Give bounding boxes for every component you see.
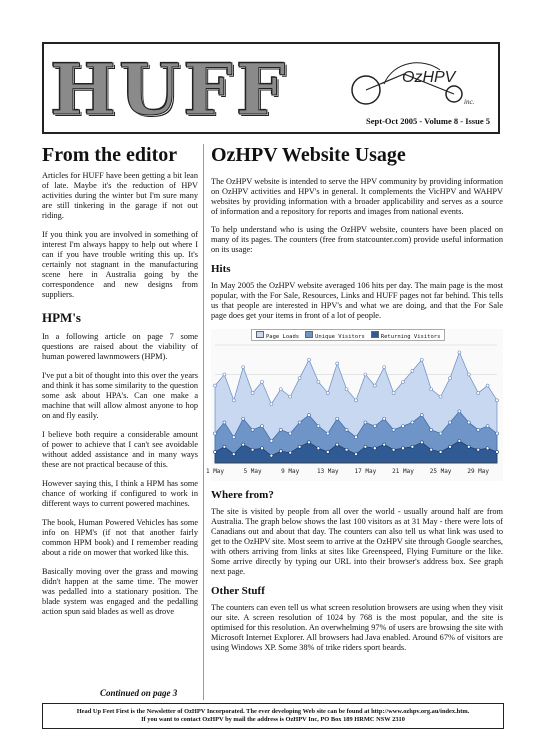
data-point xyxy=(242,417,245,420)
data-point xyxy=(336,417,339,420)
hpms-heading: HPM's xyxy=(42,310,81,325)
data-point xyxy=(458,410,461,413)
chart-plot xyxy=(205,341,503,481)
data-point xyxy=(345,388,348,391)
data-point xyxy=(449,377,452,380)
footer-line: Head Up Feet First is the Newsletter of OzHPV Incorporated. The ever developing Web site can be found at http://www.ozhpv.org.au/index.htm. xyxy=(76,708,470,715)
editor-paragraph: However saying this, I think a HPM has some chance of working if configured to work in different ways to current powered machines. xyxy=(42,479,198,508)
data-point xyxy=(345,448,348,451)
tick-label: 13 May xyxy=(316,468,339,475)
data-point xyxy=(242,443,245,446)
legend-unique-visitors: Unique Visitors xyxy=(305,331,365,340)
editor-paragraph: Articles for HUFF have been getting a bit lean of late. Maybe it's the reduction of HPV activities during the winter but I'm sure many are still tinkering in the garage if not out riding. xyxy=(42,171,198,220)
data-point xyxy=(458,351,461,354)
tick-label: 25 May xyxy=(429,468,452,475)
chart-legend xyxy=(251,329,445,341)
column-divider xyxy=(203,144,204,700)
data-point xyxy=(355,436,358,439)
data-point xyxy=(270,439,273,442)
data-point xyxy=(214,384,217,387)
usage-column xyxy=(205,144,503,661)
tick-label: 5 May xyxy=(243,468,262,475)
data-point xyxy=(439,450,442,453)
data-point xyxy=(326,450,329,453)
editor-paragraph: The book, Human Powered Vehicles has some info on HPM's (if not that another fairly common HPM book) and I remember reading about a ride on mower that worked like this. xyxy=(42,518,198,557)
footer-line: If you want to contact OzHPV by mail the address is OzHPV Inc, PO Box 189 HRMC NSW 2310 xyxy=(141,716,405,723)
tick-label: 29 May xyxy=(467,468,490,475)
data-point xyxy=(477,448,480,451)
usage-paragraph: In May 2005 the OzHPV website averaged 106 hits per day. The main page is the most popular, with the For Sale, Resources, Links and HUFF pages not far behind. This tells us that people are interested in HPV's and what we are doing, and that the For Sale page does get your items in front of a lot of people. xyxy=(211,281,503,320)
data-point xyxy=(279,388,282,391)
data-point xyxy=(298,377,301,380)
data-point xyxy=(289,432,292,435)
editor-title: From the editor xyxy=(42,144,178,166)
data-point xyxy=(411,369,414,372)
data-point xyxy=(279,450,282,453)
data-point xyxy=(251,448,254,451)
data-point xyxy=(383,443,386,446)
data-point xyxy=(308,414,311,417)
ozhpv-logo-icon xyxy=(344,50,494,110)
data-point xyxy=(336,362,339,365)
footer-box xyxy=(42,703,504,729)
data-point xyxy=(373,447,376,450)
data-point xyxy=(383,417,386,420)
data-point xyxy=(326,432,329,435)
masthead xyxy=(42,42,500,134)
data-point xyxy=(449,421,452,424)
data-point xyxy=(467,445,470,448)
data-point xyxy=(242,366,245,369)
legend-returning-visitors: Returning Visitors xyxy=(371,331,441,340)
data-point xyxy=(402,425,405,428)
data-point xyxy=(251,391,254,394)
data-point xyxy=(223,421,226,424)
data-point xyxy=(326,391,329,394)
other-heading: Other Stuff xyxy=(211,585,265,597)
hits-heading: Hits xyxy=(211,263,231,275)
data-point xyxy=(317,447,320,450)
data-point xyxy=(486,384,489,387)
data-point xyxy=(467,373,470,376)
data-point xyxy=(477,428,480,431)
data-point xyxy=(298,445,301,448)
data-point xyxy=(345,428,348,431)
usage-paragraph: The counters can even tell us what screen resolution browsers are using when they visit our site. A screen resolution of 1024 by 768 is the most popular, and the site is optimised for this resolution. An overwhelming 97% of users are browsing the site with Microsoft Internet Explorer. All browsers had Java enabled. Around 67% of visitors are using Windows XP. Some 38% of trike riders sport beards. xyxy=(211,603,503,652)
data-point xyxy=(373,384,376,387)
swatch-page-loads xyxy=(256,331,264,338)
data-point xyxy=(214,432,217,435)
data-point xyxy=(232,453,235,456)
data-point xyxy=(364,445,367,448)
data-point xyxy=(289,395,292,398)
data-point xyxy=(336,443,339,446)
data-point xyxy=(308,358,311,361)
logo-text: OzHPV xyxy=(402,69,456,86)
data-point xyxy=(496,432,499,435)
editor-column xyxy=(42,144,198,626)
data-point xyxy=(496,399,499,402)
data-point xyxy=(355,453,358,456)
data-point xyxy=(232,436,235,439)
where-heading: Where from? xyxy=(211,489,274,501)
usage-paragraph: The OzHPV website is intended to serve the HPV community by providing information on OzHPV activities and HPV's in general. It complements the VicHPV and WAHPV websites by providing information with a broader applicability and serves as a source of information and a repository for reports and images from national events. xyxy=(211,177,503,216)
data-point xyxy=(232,399,235,402)
data-point xyxy=(439,395,442,398)
data-point xyxy=(411,445,414,448)
hits-chart xyxy=(205,329,503,481)
data-point xyxy=(477,391,480,394)
usage-title: OzHPV Website Usage xyxy=(211,144,406,166)
data-point xyxy=(308,441,311,444)
data-point xyxy=(420,414,423,417)
swatch-unique xyxy=(305,331,313,338)
data-point xyxy=(270,454,273,457)
huff-logo: HUFF xyxy=(50,48,289,131)
editor-paragraph: I believe both require a considerable amount of power to achieve that I can't see avoidable without added assistance and in many ways these are not practical because of this. xyxy=(42,430,198,469)
data-point xyxy=(458,439,461,442)
data-point xyxy=(289,451,292,454)
data-point xyxy=(298,421,301,424)
editor-paragraph: If you think you are involved in something of interest I'm always happy to help out where I can if you have trouble writing this up. It's certainly not stagnant in the manufacturing scene here in Australia going by the correspondence and new designs from suppliers. xyxy=(42,230,198,299)
usage-paragraph: To help understand who is using the OzHPV website, counters have been placed on many of its pages. The counters (free from statcounter.com) provide useful information on its usage: xyxy=(211,225,503,254)
continued-link: Continued on page 3 xyxy=(100,688,178,698)
data-point xyxy=(486,425,489,428)
data-point xyxy=(261,380,264,383)
tick-label: 17 May xyxy=(354,468,377,475)
data-point xyxy=(214,450,217,453)
data-point xyxy=(317,425,320,428)
data-point xyxy=(270,403,273,406)
legend-page-loads: Page Loads xyxy=(256,331,299,340)
data-point xyxy=(486,447,489,450)
data-point xyxy=(402,380,405,383)
data-point xyxy=(420,358,423,361)
data-point xyxy=(223,373,226,376)
tick-label: 21 May xyxy=(392,468,414,475)
editor-paragraph: Basically moving over the grass and mowing didn't happen at the same time. The mower was pedalled into a stationary position. The blade system was engaged and the pedalling action spun said blades as well as drove xyxy=(42,567,198,616)
swatch-returning xyxy=(371,331,379,338)
data-point xyxy=(439,432,442,435)
data-point xyxy=(317,380,320,383)
data-point xyxy=(392,448,395,451)
data-point xyxy=(420,441,423,444)
data-point xyxy=(467,421,470,424)
data-point xyxy=(383,366,386,369)
data-point xyxy=(402,447,405,450)
data-point xyxy=(430,448,433,451)
data-point xyxy=(392,428,395,431)
usage-paragraph: The site is visited by people from all over the world - usually around half are from Australia. The graph below shows the last 100 visitors as at 31 May - there were lots of Canadians out and about that day. The counters can also tell us what link was used to get to the OzHPV site. Most seem to arrive at the OzHPV site through Google searches, with others arriving from links at sites like Greenspeed, Flying Furniture or the like. Some arrive directly by typing our URL into their browser's address box. See graph next page. xyxy=(211,507,503,576)
data-point xyxy=(251,428,254,431)
data-point xyxy=(373,425,376,428)
issue-line: Sept-Oct 2005 - Volume 8 - Issue 5 xyxy=(366,116,490,126)
data-point xyxy=(449,445,452,448)
data-point xyxy=(279,428,282,431)
data-point xyxy=(496,450,499,453)
data-point xyxy=(261,447,264,450)
data-point xyxy=(392,391,395,394)
data-point xyxy=(364,421,367,424)
data-point xyxy=(223,445,226,448)
data-point xyxy=(430,388,433,391)
tick-label: 1 May xyxy=(205,468,225,475)
data-point xyxy=(411,421,414,424)
data-point xyxy=(261,425,264,428)
editor-paragraph: I've put a bit of thought into this over the years and think it has some similarity to the question some ask about HPA's. Can one make a machine that will allow almost anyone to hop on and fly easily. xyxy=(42,371,198,420)
data-point xyxy=(430,428,433,431)
data-point xyxy=(364,373,367,376)
data-point xyxy=(355,399,358,402)
editor-paragraph: In a following article on page 7 some questions are raised about the viability of human powered lawnmowers (HPM). xyxy=(42,332,198,361)
logo-sub: inc. xyxy=(464,98,475,106)
tick-label: 9 May xyxy=(281,468,300,475)
